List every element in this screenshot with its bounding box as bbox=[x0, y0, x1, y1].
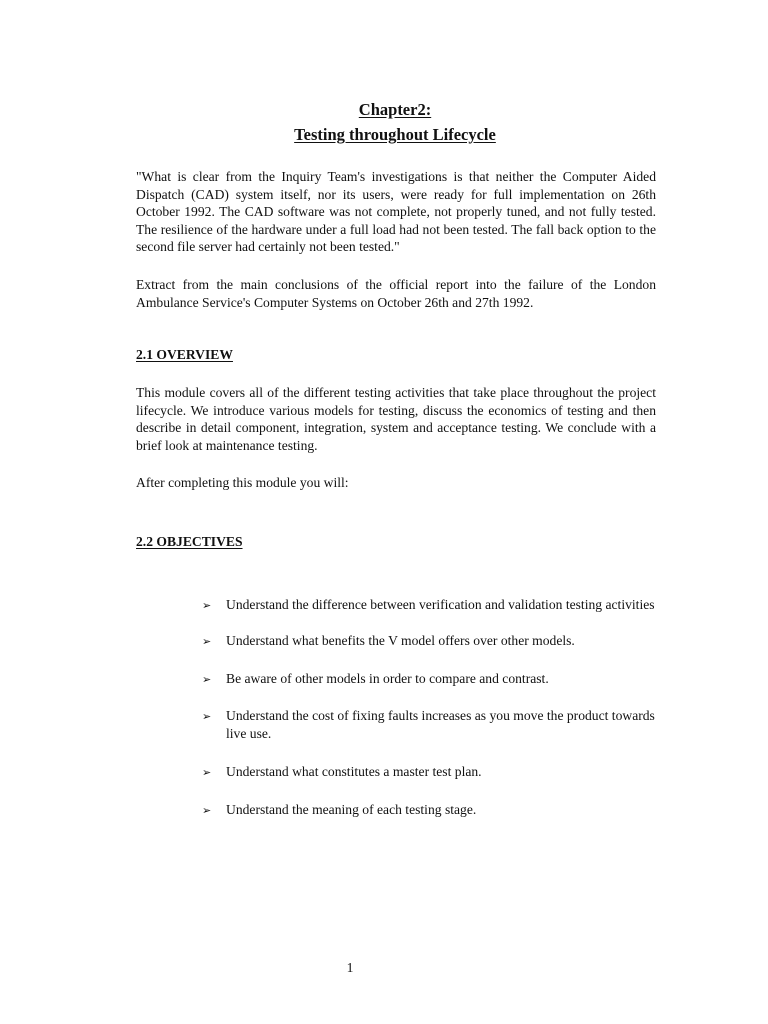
objective-item bbox=[202, 763, 662, 782]
objective-item bbox=[202, 801, 662, 820]
arrow-bullet-icon: ➢ bbox=[202, 804, 212, 817]
objective-text: Understand the meaning of each testing stage. bbox=[226, 802, 477, 817]
after-completing-text: After completing this module you will: bbox=[136, 475, 349, 490]
objective-text: Understand what benefits the V model offers over other models. bbox=[226, 633, 575, 648]
objectives-heading: 2.2 OBJECTIVES bbox=[136, 534, 243, 549]
objective-item bbox=[202, 670, 662, 689]
objective-text: Understand what constitutes a master test plan. bbox=[226, 764, 482, 779]
overview-text: This module covers all of the different testing activities that take place throughout the project lifecycle. We introduce various models for testing, discuss the economics of testing and then describe in detail component, integration, system and acceptance testing. We conclude with a brief look at maintenance testing. bbox=[136, 385, 656, 453]
chapter-title: Chapter2: bbox=[358, 100, 432, 119]
objective-text: Understand the cost of fixing faults increases as you move the product towards live use. bbox=[226, 708, 655, 741]
arrow-bullet-icon: ➢ bbox=[202, 673, 212, 686]
arrow-bullet-icon: ➢ bbox=[202, 599, 212, 612]
arrow-bullet-icon: ➢ bbox=[202, 710, 212, 723]
inquiry-quote: "What is clear from the Inquiry Team's investigations is that neither the Computer Aided Dispatch (CAD) system itself, nor its users, were ready for full implementation on 26th October 1992. The CAD software was not complete, not properly tuned, and not fully tested. The resilience of the hardware under a full load had not been tested. The fall back option to the second file server had certainly not been tested." bbox=[136, 169, 656, 255]
objective-item bbox=[202, 707, 662, 743]
objective-item bbox=[202, 596, 662, 615]
page-number: 1 bbox=[346, 960, 354, 975]
overview-heading: 2.1 OVERVIEW bbox=[136, 347, 233, 362]
extract-note: Extract from the main conclusions of the official report into the failure of the London Ambulance Service's Computer Systems on October 26th and 27th 1992. bbox=[136, 277, 656, 310]
arrow-bullet-icon: ➢ bbox=[202, 766, 212, 779]
objective-text: Understand the difference between verification and validation testing activities bbox=[226, 597, 655, 612]
chapter-subtitle: Testing throughout Lifecycle bbox=[294, 125, 496, 144]
arrow-bullet-icon: ➢ bbox=[202, 635, 212, 648]
objective-text: Be aware of other models in order to compare and contrast. bbox=[226, 671, 549, 686]
objective-item bbox=[202, 632, 662, 651]
